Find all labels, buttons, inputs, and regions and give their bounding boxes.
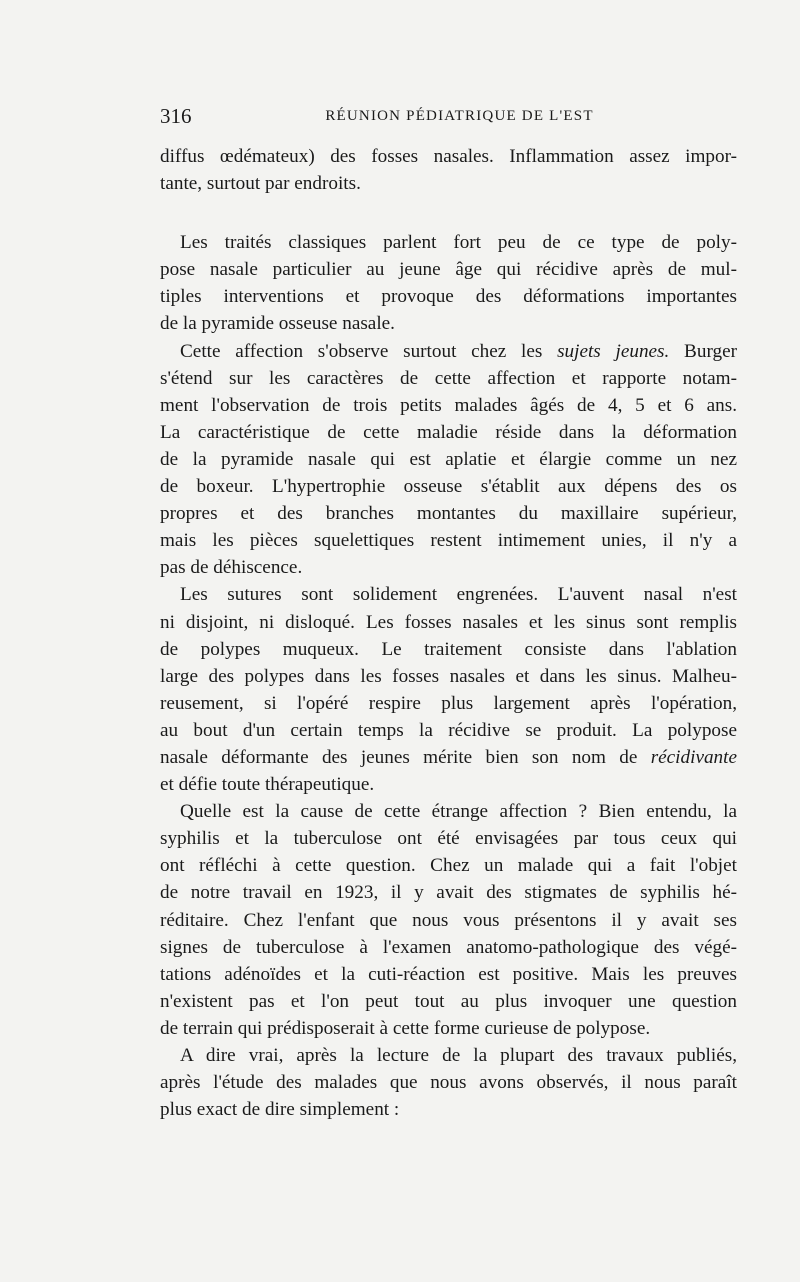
text-line <box>160 988 737 1015</box>
text-segment: ment l'observation de trois petits malades âgés de 4, 5 et 6 ans. <box>160 394 737 416</box>
body-text <box>160 143 737 1123</box>
text-segment: nasale déformante des jeunes mérite bien son nom de <box>160 746 651 768</box>
text-segment: La caractéristique de cette maladie réside dans la déformation <box>160 421 737 443</box>
text-line <box>160 143 737 170</box>
text-segment: réditaire. Chez l'enfant que nous vous présentons il y avait ses <box>160 909 737 931</box>
text-segment: reusement, si l'opéré respire plus largement après l'opération, <box>160 692 737 714</box>
text-line <box>160 170 737 197</box>
text-segment: pas de déhiscence. <box>160 557 303 579</box>
text-line <box>160 798 737 825</box>
text-line <box>160 229 737 256</box>
text-line <box>160 907 737 934</box>
text-segment: propres et des branches montantes du maxillaire supérieur, <box>160 503 737 525</box>
paragraph-gap <box>160 197 737 229</box>
text-segment: de la pyramide osseuse nasale. <box>160 313 395 335</box>
paragraph <box>160 581 737 798</box>
text-line <box>160 338 737 365</box>
text-line <box>160 446 737 473</box>
text-segment: ni disjoint, ni disloqué. Les fosses nasales et les sinus sont remplis <box>160 611 737 633</box>
text-segment: n'existent pas et l'on peut tout au plus invoquer une question <box>160 990 737 1012</box>
text-segment: de notre travail en 1923, il y avait des stigmates de syphilis hé- <box>160 882 737 904</box>
text-segment: tante, surtout par endroits. <box>160 173 361 195</box>
text-line <box>160 690 737 717</box>
text-line <box>160 1042 737 1069</box>
text-segment: A dire vrai, après la lecture de la plupart des travaux publiés, <box>180 1045 737 1066</box>
text-line <box>160 283 737 310</box>
text-line <box>160 310 737 337</box>
text-line <box>160 609 737 636</box>
text-line <box>160 879 737 906</box>
page-number: 316 <box>160 104 192 128</box>
text-segment: signes de tuberculose à l'examen anatomo-pathologique des végé- <box>160 936 737 958</box>
italic-text: sujets jeunes. <box>557 340 670 362</box>
text-line <box>160 365 737 392</box>
text-segment: syphilis et la tuberculose ont été envisagées par tous ceux qui <box>160 828 737 850</box>
text-segment: de polypes muqueux. Le traitement consiste dans l'ablation <box>160 638 737 660</box>
text-segment: Quelle est la cause de cette étrange affection ? Bien entendu, la <box>180 801 737 823</box>
italic-text: récidivante <box>650 746 737 768</box>
paragraph <box>160 338 737 582</box>
text-segment: s'étend sur les caractères de cette affection et rapporte notam- <box>160 367 737 389</box>
running-title: RÉUNION PÉDIATRIQUE DE L'EST <box>325 108 594 124</box>
paragraph <box>160 1042 737 1123</box>
text-line <box>160 825 737 852</box>
text-segment: après l'étude des malades que nous avons observés, il nous paraît <box>160 1072 737 1094</box>
text-line <box>160 771 737 798</box>
text-segment: large des polypes dans les fosses nasales et dans les sinus. Malheu- <box>160 665 737 687</box>
text-line <box>160 392 737 419</box>
text-segment: diffus œdémateux) des fosses nasales. Inflammation assez impor- <box>160 146 737 167</box>
text-line <box>160 473 737 500</box>
text-segment: de terrain qui prédisposerait à cette forme curieuse de polypose. <box>160 1017 651 1039</box>
text-segment: pose nasale particulier au jeune âge qui récidive après de mul- <box>160 259 737 281</box>
text-segment: et défie toute thérapeutique. <box>160 774 375 796</box>
text-line <box>160 256 737 283</box>
paragraph <box>160 798 737 1042</box>
text-line <box>160 636 737 663</box>
text-segment: mais les pièces squelettiques restent intimement unies, il n'y a <box>160 530 737 552</box>
text-segment: Les sutures sont solidement engrenées. L'auvent nasal n'est <box>180 584 737 606</box>
text-line <box>160 717 737 744</box>
text-line <box>160 961 737 988</box>
text-line <box>160 554 737 581</box>
text-segment: de la pyramide nasale qui est aplatie et élargie comme un nez <box>160 448 737 470</box>
text-line <box>160 527 737 554</box>
text-segment: tiples interventions et provoque des déformations importantes <box>160 286 737 308</box>
text-segment: Les traités classiques parlent fort peu de ce type de poly- <box>180 232 737 254</box>
page-header <box>160 104 737 132</box>
text-line <box>160 500 737 527</box>
paragraph <box>160 143 737 197</box>
text-line <box>160 934 737 961</box>
paragraph <box>160 229 737 337</box>
text-segment: Burger <box>669 340 737 362</box>
text-line <box>160 581 737 608</box>
text-line <box>160 663 737 690</box>
text-line <box>160 1069 737 1096</box>
text-line <box>160 1096 737 1123</box>
text-segment: de boxeur. L'hypertrophie osseuse s'établit aux dépens des os <box>160 476 737 498</box>
text-line <box>160 419 737 446</box>
text-line <box>160 744 737 771</box>
text-segment: Cette affection s'observe surtout chez les <box>180 340 558 362</box>
text-segment: plus exact de dire simplement : <box>160 1099 400 1121</box>
text-segment: tations adénoïdes et la cuti-réaction est positive. Mais les preuves <box>160 963 737 985</box>
text-line <box>160 852 737 879</box>
text-segment: au bout d'un certain temps la récidive se produit. La polypose <box>160 719 737 741</box>
text-line <box>160 1015 737 1042</box>
text-segment: ont réfléchi à cette question. Chez un malade qui a fait l'objet <box>160 855 737 877</box>
